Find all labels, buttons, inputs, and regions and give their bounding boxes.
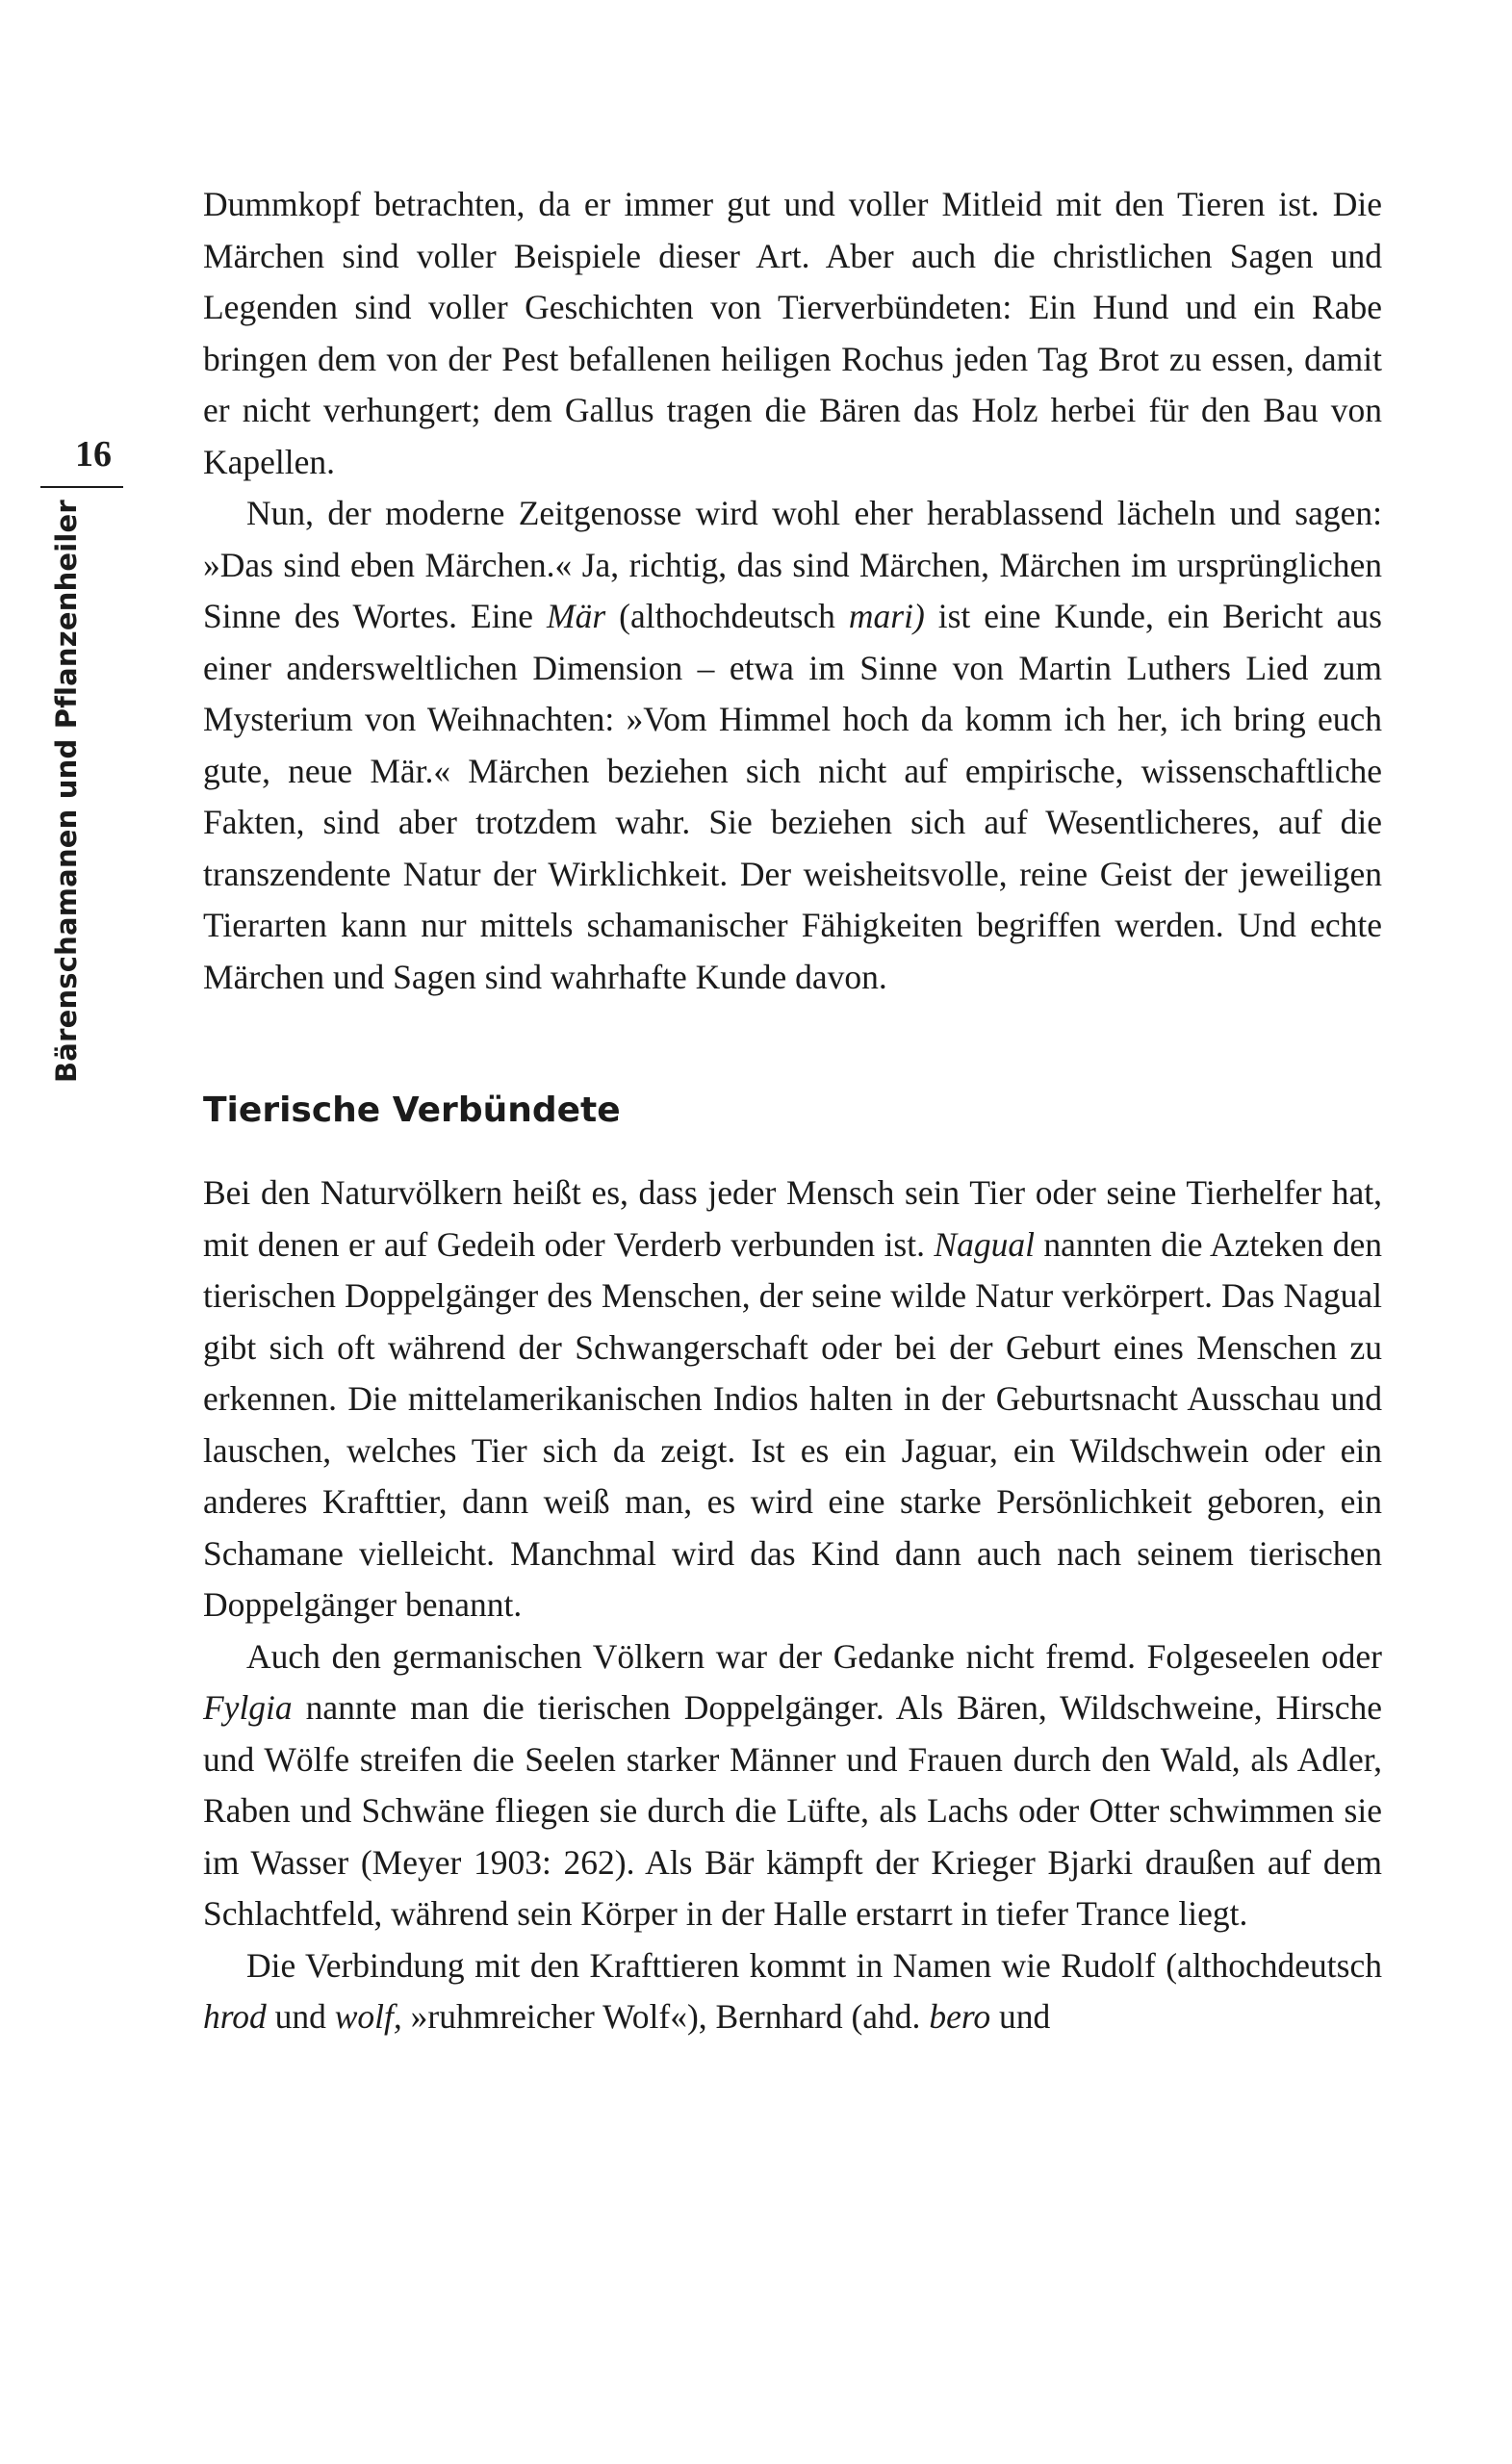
italic-term: Fylgia: [203, 1688, 293, 1727]
text-run: »ruhmreicher Wolf«), Bernhard (ahd.: [401, 1997, 930, 2036]
paragraph: [203, 488, 1382, 1003]
paragraph: [203, 179, 1382, 488]
text-run: Dummkopf betrachten, da er immer gut und voller Mitleid mit den Tieren ist. Die Märchen sind voller Beispiele dieser Art. Aber auch die christlichen Sagen und Legenden sind voller Geschichten von Tierverbündeten: Ein Hund und ein Rabe bringen dem von der Pest befallenen heiligen Rochus jeden Tag Brot zu essen, damit er nicht verhungert; dem Gallus tragen die Bären das Holz herbei für den Bau von Kapellen.: [203, 185, 1382, 481]
italic-term: hrod: [203, 1997, 267, 2036]
section-heading: Tierische Verbündete: [203, 1091, 621, 1130]
body-text: [203, 179, 1382, 2043]
italic-term: mari): [848, 597, 925, 635]
margin-rule: [40, 486, 123, 488]
text-run: Nun, der moderne Zeitgenosse wird wohl eher herablassend lächeln und sagen: »Das sind eben Märchen.« Ja, richtig, das sind Märchen, Märchen im ursprünglichen Sinne des Wortes. Eine: [203, 494, 1382, 635]
text-run: Auch den germanischen Völkern war der Gedanke nicht fremd. Folgeseelen oder: [246, 1636, 1382, 1676]
italic-term: wolf,: [334, 1997, 402, 2036]
italic-term: Mär: [547, 597, 606, 635]
paragraphs-before-heading: [203, 179, 1382, 1003]
paragraph: [203, 1168, 1382, 1631]
text-run: (althochdeutsch: [605, 597, 849, 635]
text-run: Bei den Naturvölkern heißt es, dass jeder Mensch sein Tier oder seine Tierhelfer hat, mit denen er auf Gedeih oder Verderb verbunden ist.: [203, 1173, 1382, 1264]
text-run: nannten die Azteken den tierischen Doppelgänger des Menschen, der seine wilde Natur verkörpert. Das Nagual gibt sich oft während der Schwangerschaft oder bei der Geburt eines Menschen zu erkennen. Die mittelamerikanischen Indios halten in der Geburtsnacht Ausschau und lauschen, welches Tier sich da zeigt. Ist es ein Jaguar, ein Wildschwein oder ein anderes Krafttier, dann weiß man, es wird eine starke Persönlichkeit geboren, ein Schamane vielleicht. Manchmal wird das Kind dann auch nach seinem tierischen Doppelgänger benannt.: [203, 1224, 1382, 1624]
running-head: Bärenschamanen und Pflanzenheiler: [50, 500, 83, 1083]
italic-term: Nagual: [934, 1224, 1035, 1264]
text-run: nannte man die tierischen Doppelgänger. Als Bären, Wildschweine, Hirsche und Wölfe streifen die Seelen starker Männer und Frauen durch den Wald, als Adler, Raben und Schwäne fliegen sie durch die Lüfte, als Lachs oder Otter schwimmen sie im Wasser (Meyer 1903: 262). Als Bär kämpft der Krieger Bjarki draußen auf dem Schlachtfeld, während sein Körper in der Halle erstarrt in tiefer Trance liegt.: [203, 1688, 1382, 1933]
paragraph: [203, 1940, 1382, 2043]
text-run: ist eine Kunde, ein Bericht aus einer andersweltlichen Dimension – etwa im Sinne von Martin Luthers Lied zum Mysterium von Weihnachten: »Vom Himmel hoch da komm ich her, ich bring euch gute, neue Mär.« Märchen beziehen sich nicht auf empirische, wissenschaftliche Fakten, sind aber trotzdem wahr. Sie beziehen sich auf Wesentlicheres, auf die transzendente Natur der Wirklichkeit. Der weisheitsvolle, reine Geist der jeweiligen Tierarten kann nur mittels schamanischer Fähigkeiten begriffen werden. Und echte Märchen und Sagen sind wahrhafte Kunde davon.: [203, 597, 1382, 996]
italic-term: bero: [929, 1997, 991, 2036]
text-run: und: [990, 1997, 1051, 2036]
page-number: 16: [75, 434, 112, 475]
paragraphs-after-heading: [203, 1168, 1382, 2043]
paragraph: [203, 1631, 1382, 1940]
text-run: Die Verbindung mit den Krafttieren kommt in Namen wie Rudolf (althochdeutsch: [246, 1945, 1382, 1985]
text-run: und: [266, 1997, 335, 2036]
